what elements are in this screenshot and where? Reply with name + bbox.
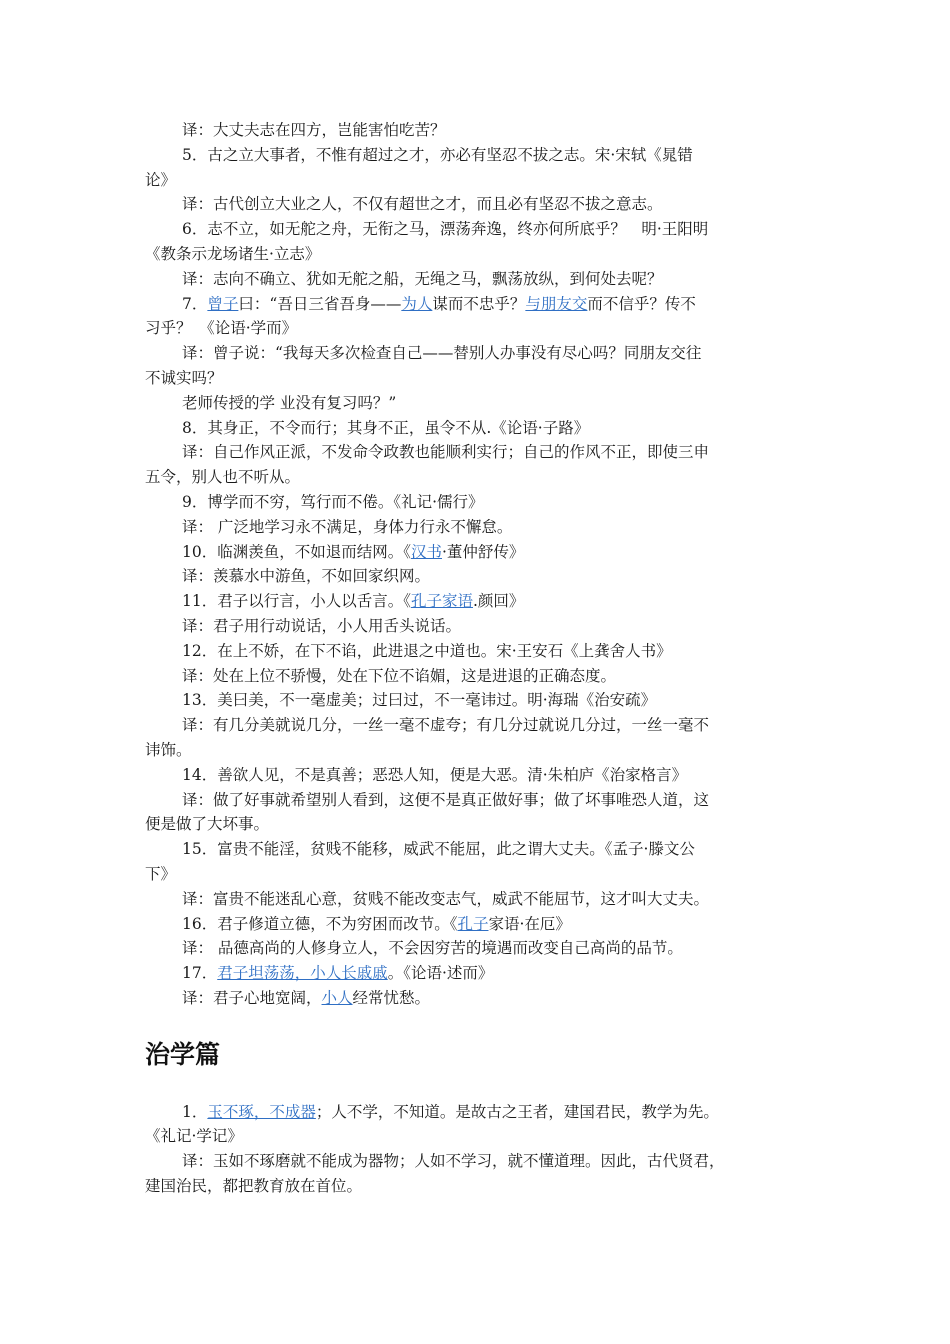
- text-line: [145, 688, 815, 713]
- text-run: 《教条示龙场诸生·立志》: [145, 244, 321, 263]
- text-run: 曰：“吾日三省吾身——: [238, 294, 402, 313]
- text-run: 译： 品德高尚的人修身立人，不会因穷苦的境遇而改变自己高尚的品节。: [182, 939, 683, 958]
- text-run: 译：处在上位不骄慢，处在下位不谄媚，这是进退的正确态度。: [182, 666, 617, 685]
- text-line: [145, 961, 815, 986]
- text-run: 家语·在厄》: [488, 914, 571, 933]
- text-line: [145, 465, 815, 490]
- text-run: 下》: [145, 864, 177, 883]
- text-line: [145, 713, 815, 738]
- text-run: 8．其身正，不令而行；其身不正，虽令不从.《论语·子路》: [182, 418, 590, 437]
- text-run: 论》: [145, 170, 177, 189]
- text-line: [145, 168, 815, 193]
- text-run: 译：有几分美就说几分，一丝一毫不虚夸；有几分过就说几分过，一丝一毫不: [182, 716, 710, 735]
- text-run: 译：古代创立大业之人，不仅有超世之才，而且必有坚忍不拔之意志。: [182, 195, 663, 214]
- text-line: [145, 589, 815, 614]
- text-run: ·董仲舒传》: [442, 542, 525, 561]
- text-run: 6．志不立，如无舵之舟，无衔之马，漂荡奔逸，终亦何所底乎？ 明·王阳明: [182, 220, 709, 239]
- text-run: 谋而不忠乎？: [432, 294, 526, 313]
- text-run: 译：玉如不琢磨就不能成为器物；人如不学习，就不懂道理。因此，古代贤君，: [182, 1152, 725, 1171]
- text-line: [145, 986, 815, 1011]
- text-run: 译：志向不确立、犹如无舵之船，无绳之马，飘荡放纵，到何处去呢？: [182, 269, 663, 288]
- quotes-section: [145, 118, 815, 1011]
- hyperlink[interactable]: 曾子: [207, 294, 239, 313]
- text-run: 7．: [182, 294, 208, 313]
- text-line: [145, 1100, 815, 1125]
- text-line: [145, 515, 815, 540]
- text-line: [145, 912, 815, 937]
- hyperlink[interactable]: 孔子: [457, 914, 489, 933]
- text-line: [145, 664, 815, 689]
- text-run: 1．: [182, 1102, 208, 1121]
- text-run: 而不信乎？传不: [587, 294, 696, 313]
- text-run: 译：羡慕水中游鱼，不如回家织网。: [182, 567, 431, 586]
- text-line: [145, 217, 815, 242]
- text-line: [145, 267, 815, 292]
- text-line: [145, 1149, 815, 1174]
- text-line: [145, 242, 815, 267]
- text-line: [145, 366, 815, 391]
- text-line: [145, 490, 815, 515]
- text-run: 老师传授的学 业没有复习吗？”: [182, 393, 397, 412]
- hyperlink[interactable]: 汉书: [410, 542, 442, 561]
- text-line: [145, 192, 815, 217]
- text-line: [145, 812, 815, 837]
- text-line: [145, 738, 815, 763]
- text-run: ；人不学，不知道。是故古之王者，建国君民，教学为先。: [315, 1102, 719, 1121]
- text-run: 建国治民，都把教育放在首位。: [145, 1177, 363, 1196]
- text-run: 9．博学而不穷，笃行而不倦。《礼记·儒行》: [182, 492, 484, 511]
- text-run: 13．美曰美，不一毫虚美；过曰过，不一毫讳过。明·海瑞《治安疏》: [182, 691, 657, 710]
- study-section: [145, 1100, 815, 1199]
- hyperlink[interactable]: 为人: [401, 294, 433, 313]
- text-line: [145, 763, 815, 788]
- text-run: 17．: [182, 964, 218, 983]
- text-run: 15．富贵不能淫，贫贱不能移，威武不能屈，此之谓大丈夫。《孟子·滕文公: [182, 840, 695, 859]
- text-run: 译：君子心地宽阔，: [182, 988, 322, 1007]
- text-run: 14．善欲人见，不是真善；恶恐人知，便是大恶。清·朱柏庐《治家格言》: [182, 765, 688, 784]
- text-run: 译： 广泛地学习永不满足，身体力行永不懈怠。: [182, 517, 513, 536]
- text-run: 译：大丈夫志在四方，岂能害怕吃苦？: [182, 121, 446, 139]
- text-run: 译：曾子说：“我每天多次检查自己——替别人办事没有尽心吗？同朋友交往: [182, 344, 702, 363]
- text-line: [145, 540, 815, 565]
- text-line: [145, 143, 815, 168]
- text-run: 便是做了大坏事。: [145, 815, 270, 834]
- text-line: [145, 936, 815, 961]
- text-run: 译：君子用行动说话，小人用舌头说话。: [182, 616, 462, 635]
- text-line: [145, 564, 815, 589]
- hyperlink[interactable]: 君子坦荡荡，小人长戚戚: [217, 964, 388, 983]
- text-run: 12．在上不娇，在下不谄，此进退之中道也。宋·王安石《上龚舍人书》: [182, 641, 672, 660]
- text-run: 16．君子修道立德，不为穷困而改节。《: [182, 914, 458, 933]
- text-line: [145, 292, 815, 317]
- text-run: 习乎？ 《论语·学而》: [145, 319, 298, 338]
- text-run: 5．古之立大事者，不惟有超过之才，亦必有坚忍不拔之志。宋·宋轼《晁错: [182, 145, 693, 164]
- text-line: [145, 837, 815, 862]
- text-line: [145, 440, 815, 465]
- text-run: 10．临渊羡鱼，不如退而结网。《: [182, 542, 411, 561]
- text-run: 经常忧愁。: [352, 988, 431, 1007]
- text-run: 《礼记·学记》: [145, 1127, 243, 1146]
- text-run: 五令，别人也不听从。: [145, 468, 301, 487]
- text-line: [145, 1124, 815, 1149]
- document-body: [145, 118, 815, 1199]
- text-run: 译：做了好事就希望别人看到，这便不是真正做好事；做了坏事唯恐人道，这: [182, 790, 710, 809]
- hyperlink[interactable]: 与朋友交: [525, 294, 588, 313]
- text-line: [145, 391, 815, 416]
- text-run: .颜回》: [473, 592, 525, 611]
- text-run: 不诚实吗？: [145, 368, 223, 387]
- text-line: [145, 341, 815, 366]
- text-line: [145, 862, 815, 887]
- hyperlink[interactable]: 玉不琢，不成器: [207, 1102, 316, 1121]
- text-run: 。《论语·述而》: [387, 964, 494, 983]
- text-line: [145, 118, 815, 143]
- text-line: [145, 316, 815, 341]
- text-line: [145, 639, 815, 664]
- hyperlink[interactable]: 小人: [321, 988, 353, 1007]
- text-run: 译：富贵不能迷乱心意，贫贱不能改变志气，威武不能屈节，这才叫大丈夫。: [182, 889, 710, 908]
- text-run: 译：自己作风正派，不发命令政教也能顺利实行；自己的作风不正，即使三申: [182, 443, 710, 462]
- text-line: [145, 1174, 815, 1199]
- text-line: [145, 614, 815, 639]
- section-heading: 治学篇: [145, 1039, 221, 1069]
- text-run: 讳饰。: [145, 740, 192, 759]
- text-line: [145, 788, 815, 813]
- text-line: [145, 416, 815, 441]
- text-run: 11．君子以行言，小人以舌言。《: [182, 592, 411, 611]
- hyperlink[interactable]: 孔子家语: [410, 592, 473, 611]
- text-line: [145, 887, 815, 912]
